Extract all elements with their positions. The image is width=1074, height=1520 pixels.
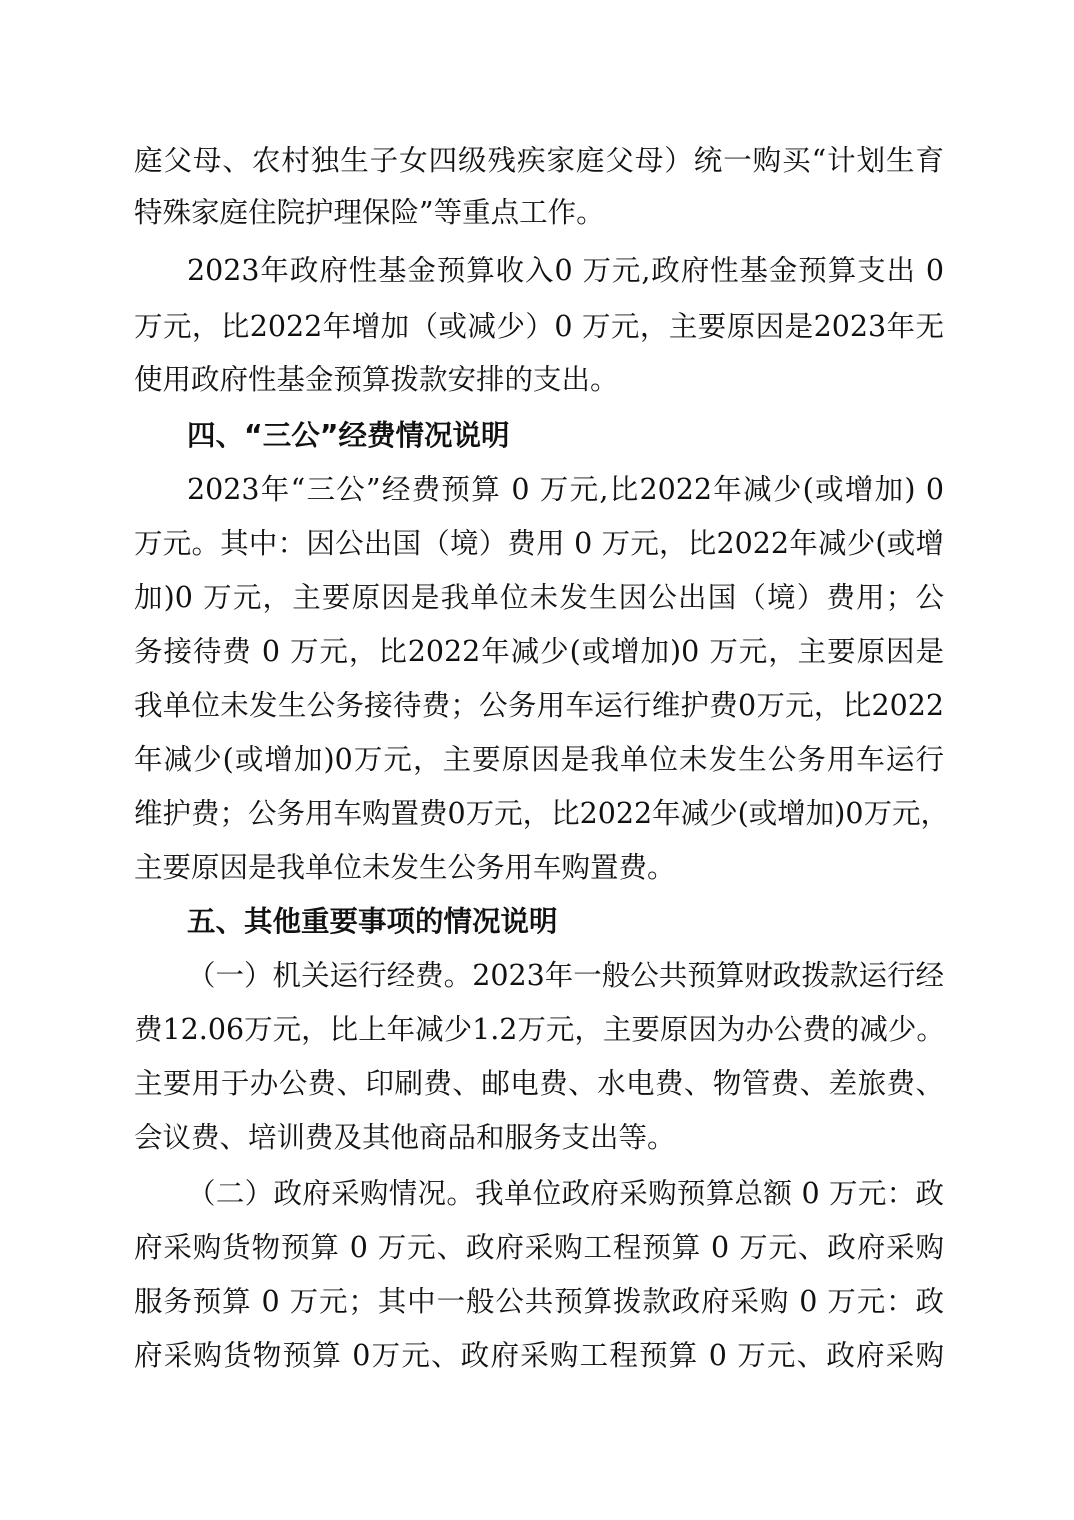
paragraph-line: 年减少(或增加)0万元，主要原因是我单位未发生公务用车运行 (134, 743, 944, 776)
paragraph-line: 府采购货物预算 0 万元、政府采购工程预算 0 万元、政府采购 (134, 1231, 944, 1264)
paragraph-line: 主要原因是我单位未发生公务用车购置费。 (134, 851, 676, 884)
section-heading-4: 四、“三公”经费情况说明 (187, 419, 510, 452)
paragraph-line: 庭父母、农村独生子女四级残疾家庭父母）统一购买“计划生育 (134, 144, 944, 177)
paragraph-line: 务接待费 0 万元，比2022年减少(或增加)0 万元，主要原因是 (134, 635, 944, 668)
paragraph-line: 2023年“三公”经费预算 0 万元,比2022年减少(或增加) 0 (187, 473, 944, 506)
paragraph-line: 维护费；公务用车购置费0万元，比2022年减少(或增加)0万元， (134, 797, 950, 830)
paragraph-line: （一）机关运行经费。2023年一般公共预算财政拨款运行经 (187, 959, 944, 992)
paragraph-line: 我单位未发生公务接待费；公务用车运行维护费0万元，比2022 (134, 689, 944, 722)
paragraph-line: 使用政府性基金预算拨款安排的支出。 (134, 363, 619, 396)
paragraph-line: 万元。其中：因公出国（境）费用 0 万元，比2022年减少(或增 (134, 527, 944, 560)
paragraph-line: 会议费、培训费及其他商品和服务支出等。 (134, 1121, 676, 1154)
paragraph-line: 万元，比2022年增加（或减少）0 万元，主要原因是2023年无 (134, 310, 944, 343)
paragraph-line: 府采购货物预算 0万元、政府采购工程预算 0 万元、政府采购 (134, 1339, 944, 1372)
paragraph-line: （二）政府采购情况。我单位政府采购预算总额 0 万元：政 (187, 1177, 944, 1210)
paragraph-line: 主要用于办公费、印刷费、邮电费、水电费、物管费、差旅费、 (134, 1067, 944, 1100)
paragraph-line: 加)0 万元，主要原因是我单位未发生因公出国（境）费用；公 (134, 581, 944, 614)
paragraph-line: 服务预算 0 万元；其中一般公共预算拨款政府采购 0 万元：政 (134, 1285, 944, 1318)
paragraph-line: 2023年政府性基金预算收入0 万元,政府性基金预算支出 0 (187, 254, 944, 287)
paragraph-line: 特殊家庭住院护理保险”等重点工作。 (134, 196, 605, 229)
paragraph-line: 费12.06万元，比上年减少1.2万元，主要原因为办公费的减少。 (134, 1013, 945, 1046)
section-heading-5: 五、其他重要事项的情况说明 (187, 905, 558, 938)
